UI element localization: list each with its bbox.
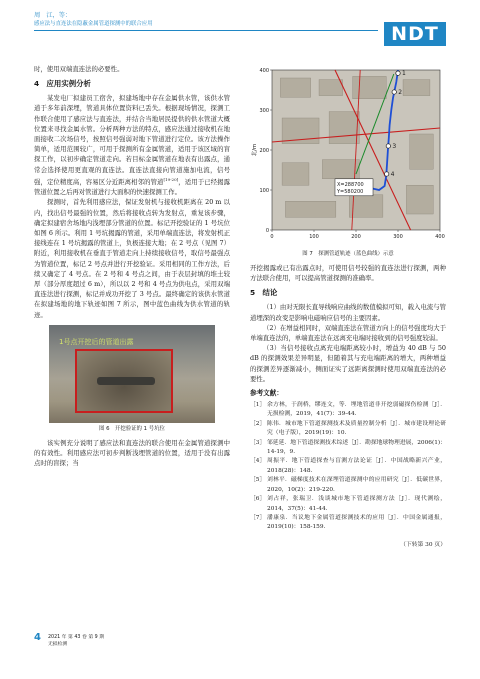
exposed-pipe <box>97 377 155 385</box>
reference-number: ［4］ <box>250 458 266 465</box>
map-building <box>406 185 433 214</box>
paragraph-3: 该实例充分说明了感应法和直连法的联合使用在金属管道探测中的有效性。利用感应法可初步判断浅埋管道的位置，适用于没有出露点时的盲探；当 <box>34 438 230 468</box>
point-marker <box>386 144 390 148</box>
y-tick-label: 0 <box>265 228 269 234</box>
reference-item <box>250 439 446 458</box>
conclusion-3: （3）当信号接收点离充电端距离较小时，增益为 40 dB 与 50 dB 的探测效果差异明显，但随着其与充电端距离的增大，两种增益的探测差异逐渐减小，侧面证实了远距离探测时使用双端直连法的必要性。 <box>250 344 446 383</box>
paragraph-1-text: 某发电厂拟建员工宿舍，拟建场地中存在金属供水管，该供水管道于多年前深埋，管道具体位置资料已丢失。根据现场情况，探测工作联合使用了感应法与直连法，并结合当地居民提供的供水管道大概位置来寻找金属水管。分析两种方法的特点，感应法通过接收机在地面接收二次场信号，按照信号强弱对地下管道进行定位。该方法操作简单，适用范围较广，可用于探测所有金属管道，适用于该区域的盲探工作，以初步确定管道走向。若目标金属管道在地表有出露点，通常会选择使用更直观的直连法。直连法直接向管道施加电流，信号强，定位精度高，容易区分近距离相邻的管道 <box>34 94 230 186</box>
reference-item <box>250 495 446 514</box>
reference-text: 潘康泉．当议地下金属管道探测技术的应用［J］．中国金属通报，2019(10)：158-159. <box>267 514 446 531</box>
y-tick-label: 300 <box>259 108 269 114</box>
reference-item <box>250 514 446 533</box>
x-tick-label: 200 <box>351 234 361 240</box>
header-article-title: 感应法与直连法在隐蔽金属管道探测中的联合应用 <box>34 21 153 27</box>
photo-annotation: 1号点开挖后的管道出露 <box>59 337 134 346</box>
journal-logo-text: NDT <box>391 23 439 45</box>
issue-info: 2021 年 第 43 卷 第 9 期 <box>48 635 105 640</box>
right-column <box>250 64 446 548</box>
reference-number: ［7］ <box>250 514 266 521</box>
citation-19-20: [19-20] <box>163 176 179 182</box>
conclusion-1: （1）由对无限长直导线响应曲线的数值模拟可知，载入电流与管道埋深的改变是影响电磁响应信号的主要因素。 <box>250 303 447 322</box>
paragraph-continued: 开挖揭露或已有出露点时，可使用信号较强的直连法进行探测，两种方法联合使用，可以提高管道探测的准确率。 <box>250 264 446 283</box>
figure-7-svg <box>250 64 446 244</box>
reference-number: ［2］ <box>250 420 266 427</box>
section-4-heading: 4 应用实例分析 <box>34 79 91 89</box>
reference-number: ［5］ <box>250 477 266 484</box>
section-5-heading: 5 结论 <box>250 288 278 298</box>
point-label: 2 <box>398 89 403 96</box>
journal-name: 无损检测 <box>48 642 68 647</box>
paragraph-1-end: ，适用于已经揭露管道位置之后再对管道进行大面积的快速探测工作。 <box>34 177 230 197</box>
intro-line: 时，使用双端直连法的必要性。 <box>34 65 124 73</box>
journal-logo <box>384 22 446 46</box>
figure-7-caption: 图 7 探测管道轨迹（蓝色曲线）示意 <box>302 251 394 257</box>
x-tick-label: 0 <box>270 234 274 240</box>
reference-number: ［3］ <box>250 439 266 446</box>
point-label: 3 <box>392 143 397 150</box>
header-author: 周 江，等： <box>34 12 72 19</box>
readout-text: Y=580200 <box>337 188 364 195</box>
paragraph-1 <box>34 93 230 197</box>
map-building <box>403 80 430 96</box>
reference-text: 刘占祥，张瑞卫．浅谈城市地下管道探测方法［J］．现代测绘，2014，37(5)：41-44. <box>267 496 446 512</box>
x-tick-label: 400 <box>435 234 445 240</box>
page-header <box>0 0 480 58</box>
map-building <box>349 195 383 217</box>
map-building <box>282 163 309 185</box>
reference-text: 邹延延．地下管道探测技术综述［J］．勘探地球物理进展，2006(1)：14-19，9. <box>267 439 446 456</box>
reference-text: 周振平．地下管道探查与盲测方法论证［J］．中国战略新兴产业，2018(28)：148. <box>267 458 446 474</box>
point-marker <box>396 71 400 75</box>
map-building <box>319 80 343 96</box>
reference-text: 余方林，于润桥，缪连文，等．埋地管道非开挖弱磁探伤检测［J］．无损检测，2019，41(7)：39-44. <box>267 402 446 418</box>
point-label: 4 <box>390 171 395 178</box>
x-tick-label: 300 <box>393 234 403 240</box>
x-tick-label: 100 <box>309 234 319 240</box>
y-axis-label: 北/m <box>252 143 258 157</box>
readout-text: X=288700 <box>337 181 364 188</box>
page-number: 4 <box>34 632 41 643</box>
map-building <box>329 112 359 144</box>
reference-number: ［6］ <box>250 496 266 503</box>
reference-number: ［1］ <box>250 402 266 409</box>
figure-6-photo <box>49 325 215 423</box>
map-building <box>353 76 387 98</box>
y-tick-label: 200 <box>259 148 269 154</box>
y-tick-label: 100 <box>259 188 269 194</box>
continued-note: （下转第 30 页） <box>400 541 446 548</box>
figure-6-caption: 图 6 开挖验证的 1 号坑位 <box>99 425 165 432</box>
map-building <box>322 160 359 179</box>
reference-item <box>250 457 446 476</box>
map-building <box>285 201 335 217</box>
reference-item <box>250 420 446 439</box>
references-heading: 参考文献： <box>250 389 283 398</box>
point-marker <box>384 172 388 176</box>
reference-text: 刘林平．磁梯度技术在深埋管道探测中的应用研究［J］．低碳世界，2020，10(2)：219-220. <box>267 477 446 493</box>
point-marker <box>392 90 396 94</box>
y-tick-label: 400 <box>259 68 269 74</box>
paragraph-2: 探测时，首先利用感应法，保证发射机与接收机距离在 20 m 以内，找出信号最强的位置，然后将接收点转为发射点，重复该步骤，确定拟建宿舍场地内浅埋部分管道的位置。标记开挖验证的 1 号坑位如图 6 所示。利用 1 号坑揭露的管道，采用单端直连法，将发射机正接线连在 1 号坑揭露的管道上，负极连接大地；在 2 号点（见图 7）附近，利用接收机在垂直于管道走向上持续接收信号，取信号最强点为管道位置，标记 2 号点并进行开挖验证。采用相同的工作方法，后续又确定了 4 号点。在 2 号和 4 号点之间，由于表层封填的堆土较厚（部分厚度超过 6 m），所以以 2 号和 4 号点为供电点，采用双端直连法进行探测，标记并成功开挖了 3 号点。最终确定的该供水管道在拟建场地的地下轨迹如图 7 所示，图中蓝色曲线为供水管道的轨迹。 <box>34 198 230 319</box>
map-building <box>280 78 310 97</box>
figure-7-chart <box>250 64 446 248</box>
reference-text: 陈伟．城市地下管道探测技术及质量控制分析［J］．城市建设理论研究（电子版），2019(19)：10. <box>267 420 446 437</box>
reference-item <box>250 476 446 495</box>
point-label: 1 <box>402 70 406 78</box>
map-building <box>410 134 434 169</box>
left-column <box>34 64 230 468</box>
reference-list <box>250 401 446 533</box>
conclusion-2: （2）在增益相同时，双端直连法在管道方向上的信号强度均大于单端直连法的，单端直连法在远离充电端时接收到的信号强度较弱。 <box>250 323 447 343</box>
header-rule <box>34 30 378 31</box>
reference-item <box>250 401 446 420</box>
